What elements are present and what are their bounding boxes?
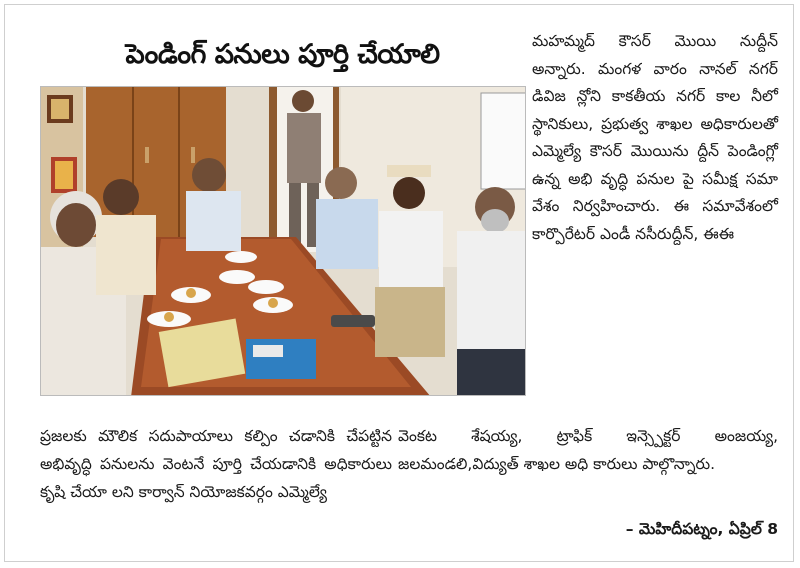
article-dateline: – మెహిదీపట్నం, ఏప్రిల్ 8 (625, 520, 778, 538)
article-body-bottom-right: వెంకట శేషయ్య, ట్రాఫిక్ ఇన్స్పెక్టర్ అంజయ్య, జలమండలి,విద్యుత్ శాఖల అధి కారులు పాల్గొన్నారు. (398, 427, 778, 473)
meeting-photo-illustration (41, 87, 526, 396)
article-body-right-column: మహమ్మద్ కౌసర్ మొయి నుద్దీన్ అన్నారు. మంగళ వారం నానల్ నగర్ డివిజ న్లోని కాకతీయ నగర్ కాల నీలో స్థానికులు, ప్రభుత్వ శాఖల అధికారులతో ఎమ్మెల్యే కౌసర్ మొయిను ద్దీన్ పెండింగ్లో ఉన్న అభి వృద్ధి పనుల పై సమీక్ష సమా వేశం నిర్వహించారు. ఈ సమావేశంలో కార్పొరేటర్ ఎండీ నసీరుద్దీన్, ఈఈ (532, 32, 778, 243)
article-headline: పెండింగ్ పనులు పూర్తి చేయాలి (125, 39, 440, 70)
article-body-bottom-left: ప్రజలకు మౌలిక సదుపాయాలు కల్పిం చడానికి చేపట్టిన అభివృద్ధి పనులను వెంటనే పూర్తి చేయడానికి అధికారులు కృషి చేయా లని కార్వాన్ నియోజకవర్గం ఎమ్మెల్యే (40, 427, 392, 501)
meeting-photo (40, 86, 526, 396)
